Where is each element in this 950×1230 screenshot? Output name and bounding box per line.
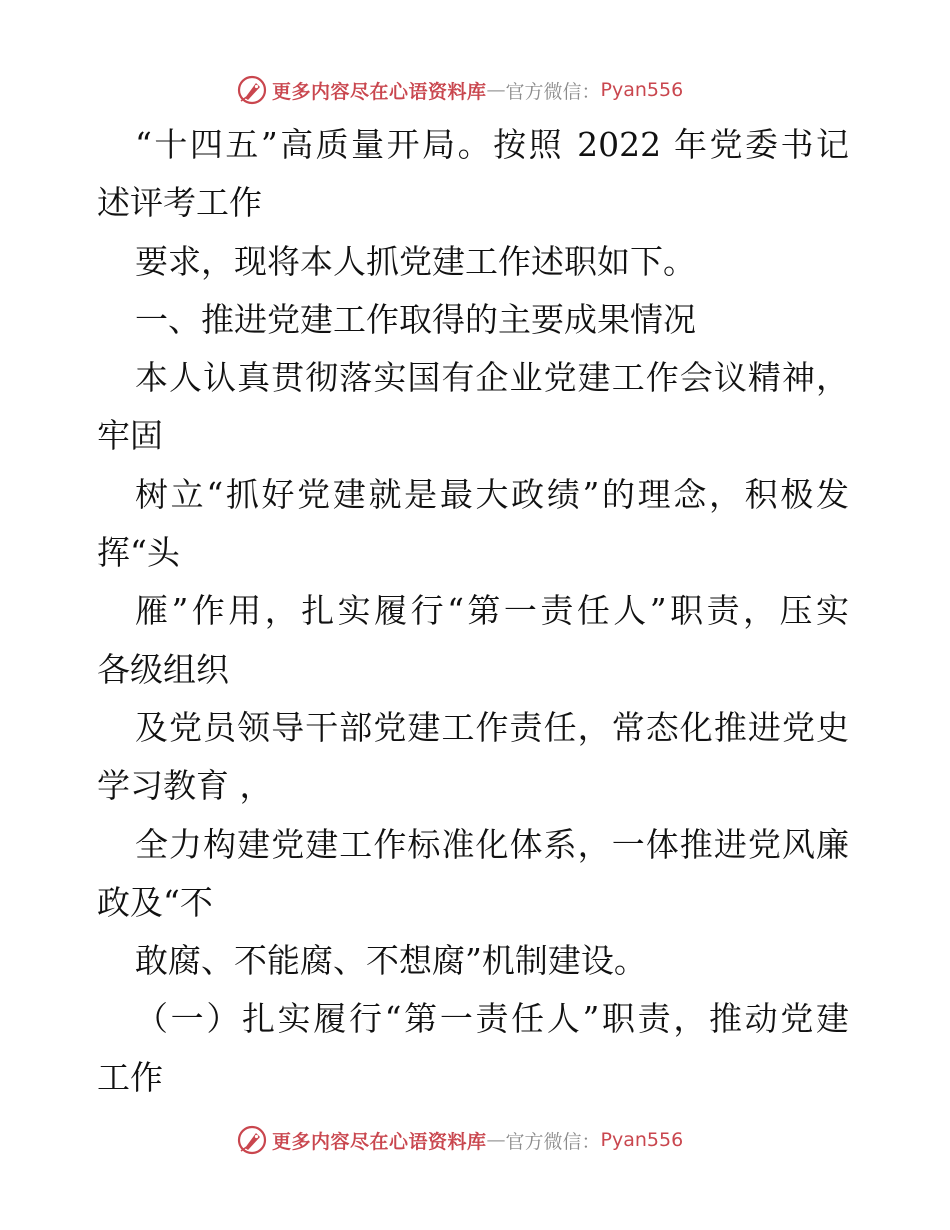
pen-nib-logo-icon <box>236 74 268 106</box>
text-line: 树立“抓好党建就是最大政绩”的理念，积极发 <box>135 474 849 514</box>
text-line: 挥“头 <box>97 533 180 573</box>
footer-banner <box>236 1123 683 1157</box>
text-line: 政及“不 <box>97 882 213 922</box>
text-line: 各级组织 <box>97 649 229 689</box>
banner-wechat-id: Pyan556 <box>600 79 684 101</box>
banner-brand-text: 更多内容尽在心语资料库 <box>272 1130 487 1153</box>
text-line: 雁”作用，扎实履行“第一责任人”职责，压实 <box>135 591 849 631</box>
text-line: 本人认真贯彻落实国有企业党建工作会议精神， <box>135 358 849 398</box>
text-line: “十四五”高质量开局。按照 2022 年党委书记 <box>135 125 849 164</box>
text-line: 全力构建党建工作标准化体系，一体推进党风廉 <box>135 824 849 864</box>
banner-dash: — <box>486 1129 506 1151</box>
text-line: 工作 <box>97 1057 163 1097</box>
text-line: 敢腐、不能腐、不想腐”机制建设。 <box>135 941 647 981</box>
text-line: 述评考工作 <box>97 183 262 223</box>
text-line: 及党员领导干部党建工作责任，常态化推进党史 <box>135 707 849 747</box>
text-line: 牢固 <box>97 416 163 456</box>
banner-brand-text: 更多内容尽在心语资料库 <box>272 80 487 103</box>
banner-contact-label: 官方微信： <box>505 80 601 103</box>
banner-contact-label: 官方微信： <box>505 1130 601 1153</box>
document-body <box>97 116 857 1107</box>
banner-dash: — <box>486 79 506 101</box>
pen-nib-logo-icon <box>236 1124 268 1156</box>
banner-wechat-id: Pyan556 <box>600 1129 684 1151</box>
text-line: 要求，现将本人抓党建工作述职如下。 <box>135 241 696 281</box>
header-banner <box>236 73 683 107</box>
subsection-heading: （一）扎实履行“第一责任人”职责，推动党建 <box>135 999 849 1039</box>
section-heading: 一、推进党建工作取得的主要成果情况 <box>135 299 696 339</box>
text-line: 学习教育 ， <box>97 766 273 806</box>
